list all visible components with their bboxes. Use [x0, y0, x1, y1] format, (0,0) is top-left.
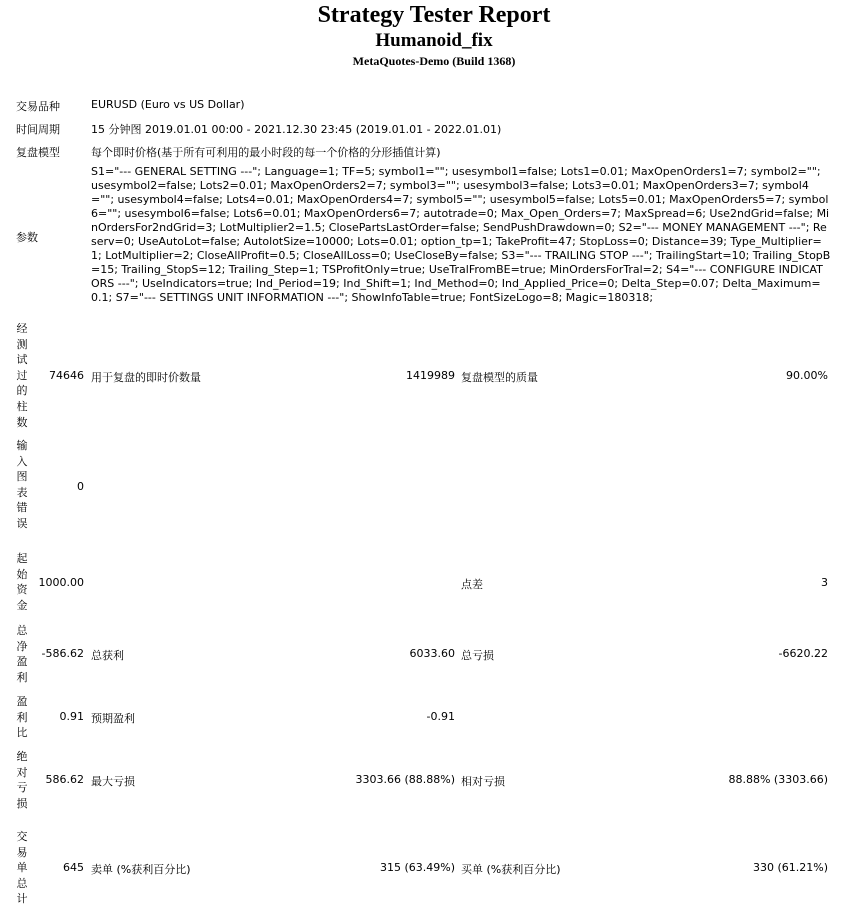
gross-loss-label: 总亏损 [461, 649, 494, 662]
abs-dd-label: 绝对亏损 [16, 750, 28, 810]
deposit-value: 1000.00 [38, 576, 84, 589]
net-label: 总净盈利 [16, 624, 28, 684]
max-dd-value: 3303.66 (88.88%) [355, 773, 455, 786]
max-dd-label: 最大亏损 [91, 775, 135, 788]
report-title: Strategy Tester Report [317, 2, 551, 28]
gross-loss-value: -6620.22 [778, 647, 828, 660]
payoff-value: -0.91 [426, 710, 455, 723]
short-value: 315 (63.49%) [379, 861, 455, 874]
quality-value: 90.00% [786, 369, 828, 382]
report-header [0, 1, 868, 69]
long-value: 330 (61.21%) [752, 861, 828, 874]
net-value: -586.62 [41, 647, 84, 660]
bars-label: 经测试过的柱数 [16, 322, 28, 429]
pf-label: 盈利比 [16, 695, 28, 740]
params-label: 参数 [16, 231, 38, 244]
short-label: 卖单 (%获利百分比) [91, 863, 191, 876]
period-label: 时间周期 [16, 123, 60, 136]
abs-dd-value: 586.62 [45, 773, 84, 786]
model-value: 每个即时价格(基于所有可利用的最小时段的每一个价格的分形插值计算) [91, 146, 441, 159]
spread-value: 3 [821, 576, 828, 589]
model-label: 复盘模型 [16, 146, 60, 159]
rel-dd-label: 相对亏损 [461, 775, 505, 788]
errors-value: 0 [77, 480, 84, 493]
spread-label: 点差 [461, 578, 483, 591]
trades-label: 交易单总计 [16, 830, 28, 906]
bars-value: 74646 [49, 369, 84, 382]
pf-value: 0.91 [59, 710, 84, 723]
symbol-value: EURUSD (Euro vs US Dollar) [91, 98, 245, 111]
expert-name: Humanoid_fix [375, 30, 493, 51]
ticks-label: 用于复盘的即时价数量 [91, 371, 201, 384]
gross-profit-label: 总获利 [91, 649, 124, 662]
errors-label: 输入图表错误 [16, 439, 28, 530]
params-value: S1="--- GENERAL SETTING ---"; Language=1; TF=5; symbol1=""; usesymbol1=false; Lots1=0.01; MaxOpenOrders1=7; symbol2=""; usesymbol2=false; Lots2=0.01; MaxOpenOrders2=7; symbol3=""; usesymbol3=false; Lots3=0.01; MaxOpenOrders3=7; symbol4=""; usesymbol4=false; Lots4=0.01; MaxOpenOrders4=7; symbol5=""; usesymbol5=false; Lots5=0.01; MaxOpenOrders5=7; symbol6=""; usesymbol6=false; Lots6=0.01; MaxOpenOrders6=7; autotrade=0; Max_Open_Orders=7; MaxSpread=6; Use2ndGrid=false; MinOrdersFor2ndGrid=3; LotMultiplier2=1.5; ClosePartsLastOrder=false; SendPushDrawdown=0; S2="--- MONEY MANAGEMENT ---"; Reserv=0; UseAutoLot=false; AutolotSize=10000; Lots=0.01; option_tp=1; TakeProfit=47; StopLoss=0; Distance=39; Type_Multiplier=1; LotMultiplier=2; CloseAllProfit=0.5; CloseAllLoss=0; UseCloseBy=false; S3="--- TRAILING STOP ---"; TrailingStart=10; Trailing_StopB=15; Trailing_StopS=12; Trailing_Step=1; TSProfitOnly=true; UseTralFromBE=true; MinOrdersForTral=2; S4="--- CONFIGURE INDICATORS ---"; UseIndicators=true; Ind_Period=19; Ind_Shift=1; Ind_Method=0; Ind_Applied_Price=0; Delta_Step=0.07; Delta_Maximum=0.1; S7="--- SETTINGS UNIT INFORMATION ---"; ShowInfoTable=true; FontSizeLogo=8; Magic=180318; [91, 165, 831, 304]
rel-dd-value: 88.88% (3303.66) [728, 773, 828, 786]
trades-value: 645 [63, 861, 84, 874]
long-label: 买单 (%获利百分比) [461, 863, 561, 876]
server-build: MetaQuotes-Demo (Build 1368) [352, 54, 516, 68]
deposit-label: 起始资金 [16, 552, 28, 612]
symbol-label: 交易品种 [16, 100, 60, 113]
quality-label: 复盘模型的质量 [461, 371, 538, 384]
ticks-value: 1419989 [406, 369, 455, 382]
period-value: 15 分钟图 2019.01.01 00:00 - 2021.12.30 23:45 (2019.01.01 - 2022.01.01) [91, 123, 502, 136]
payoff-label: 预期盈利 [91, 712, 135, 725]
gross-profit-value: 6033.60 [409, 647, 455, 660]
